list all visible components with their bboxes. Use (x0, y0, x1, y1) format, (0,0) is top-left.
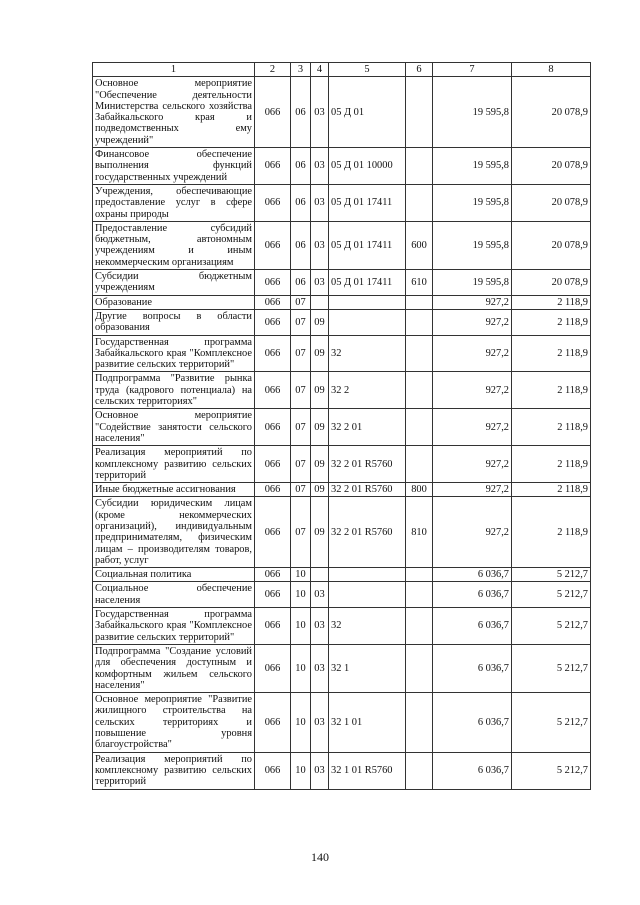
subsection-code-cell: 03 (311, 221, 329, 269)
row-name-cell: Подпрограмма "Создание условий для обеспечения доступным и комфортным жильем сельского населения" (93, 644, 255, 692)
target-article-cell: 32 1 01 (329, 693, 406, 752)
expense-type-cell: 610 (406, 270, 433, 296)
target-article-cell (329, 295, 406, 309)
table-row (93, 693, 591, 752)
amount-year1-cell: 927,2 (433, 295, 512, 309)
row-name-cell: Основное мероприятие "Обеспечение деятельности Министерства сельского хозяйства Забайкальского края и подведомственных ему учреждений" (93, 77, 255, 148)
row-name-cell: Субсидии бюджетным учреждениям (93, 270, 255, 296)
amount-year1-cell: 19 595,8 (433, 270, 512, 296)
table-row (93, 497, 591, 568)
amount-year1-cell: 6 036,7 (433, 608, 512, 645)
ministry-code-cell: 066 (255, 568, 291, 582)
expense-type-cell (406, 184, 433, 221)
row-name-cell: Другие вопросы в области образования (93, 309, 255, 335)
amount-year2-cell: 2 118,9 (512, 497, 591, 568)
expense-type-cell (406, 752, 433, 789)
expense-type-cell (406, 409, 433, 446)
table-row (93, 184, 591, 221)
table-row (93, 483, 591, 497)
subsection-code-cell: 03 (311, 693, 329, 752)
target-article-cell: 05 Д 01 (329, 77, 406, 148)
amount-year2-cell: 5 212,7 (512, 582, 591, 608)
ministry-code-cell: 066 (255, 608, 291, 645)
column-header: 7 (433, 63, 512, 77)
target-article-cell: 32 2 01 R5760 (329, 497, 406, 568)
expense-type-cell (406, 77, 433, 148)
subsection-code-cell: 03 (311, 77, 329, 148)
amount-year2-cell: 5 212,7 (512, 568, 591, 582)
budget-table (92, 62, 591, 790)
column-header: 3 (291, 63, 311, 77)
table-row (93, 644, 591, 692)
table-row (93, 582, 591, 608)
subsection-code-cell: 09 (311, 309, 329, 335)
expense-type-cell (406, 295, 433, 309)
table-row (93, 446, 591, 483)
column-header: 8 (512, 63, 591, 77)
expense-type-cell (406, 582, 433, 608)
section-code-cell: 10 (291, 582, 311, 608)
target-article-cell: 32 2 01 R5760 (329, 483, 406, 497)
section-code-cell: 07 (291, 483, 311, 497)
amount-year2-cell: 2 118,9 (512, 372, 591, 409)
amount-year2-cell: 2 118,9 (512, 483, 591, 497)
section-code-cell: 06 (291, 148, 311, 185)
subsection-code-cell: 09 (311, 497, 329, 568)
amount-year2-cell: 2 118,9 (512, 409, 591, 446)
subsection-code-cell (311, 568, 329, 582)
subsection-code-cell (311, 295, 329, 309)
target-article-cell: 32 2 01 R5760 (329, 446, 406, 483)
row-name-cell: Основное мероприятие "Содействие занятости сельского населения" (93, 409, 255, 446)
column-header: 2 (255, 63, 291, 77)
section-code-cell: 07 (291, 372, 311, 409)
section-code-cell: 06 (291, 270, 311, 296)
expense-type-cell (406, 335, 433, 372)
amount-year2-cell: 2 118,9 (512, 446, 591, 483)
section-code-cell: 10 (291, 752, 311, 789)
amount-year1-cell: 927,2 (433, 335, 512, 372)
table-row (93, 270, 591, 296)
amount-year1-cell: 927,2 (433, 497, 512, 568)
row-name-cell: Государственная программа Забайкальского края "Комплексное развитие сельских территорий" (93, 608, 255, 645)
table-row (93, 409, 591, 446)
target-article-cell: 05 Д 01 17411 (329, 221, 406, 269)
target-article-cell (329, 582, 406, 608)
row-name-cell: Государственная программа Забайкальского края "Комплексное развитие сельских территорий" (93, 335, 255, 372)
amount-year2-cell: 20 078,9 (512, 77, 591, 148)
section-code-cell: 06 (291, 184, 311, 221)
amount-year2-cell: 5 212,7 (512, 608, 591, 645)
section-code-cell: 07 (291, 309, 311, 335)
ministry-code-cell: 066 (255, 693, 291, 752)
row-name-cell: Образование (93, 295, 255, 309)
subsection-code-cell: 03 (311, 148, 329, 185)
table-row (93, 335, 591, 372)
subsection-code-cell: 03 (311, 184, 329, 221)
expense-type-cell (406, 568, 433, 582)
amount-year1-cell: 6 036,7 (433, 693, 512, 752)
table-row (93, 372, 591, 409)
amount-year1-cell: 6 036,7 (433, 752, 512, 789)
row-name-cell: Социальная политика (93, 568, 255, 582)
expense-type-cell (406, 309, 433, 335)
target-article-cell: 32 (329, 608, 406, 645)
expense-type-cell (406, 693, 433, 752)
row-name-cell: Социальное обеспечение населения (93, 582, 255, 608)
row-name-cell: Основное мероприятие "Развитие жилищного строительства на сельских территориях и повышение уровня благоустройства" (93, 693, 255, 752)
amount-year2-cell: 5 212,7 (512, 644, 591, 692)
amount-year2-cell: 20 078,9 (512, 221, 591, 269)
ministry-code-cell: 066 (255, 77, 291, 148)
amount-year1-cell: 19 595,8 (433, 148, 512, 185)
amount-year1-cell: 927,2 (433, 483, 512, 497)
table-body (93, 77, 591, 789)
column-header: 1 (93, 63, 255, 77)
ministry-code-cell: 066 (255, 221, 291, 269)
column-header: 4 (311, 63, 329, 77)
amount-year2-cell: 2 118,9 (512, 309, 591, 335)
subsection-code-cell: 03 (311, 270, 329, 296)
target-article-cell: 05 Д 01 10000 (329, 148, 406, 185)
table-row (93, 752, 591, 789)
amount-year2-cell: 2 118,9 (512, 295, 591, 309)
amount-year2-cell: 20 078,9 (512, 148, 591, 185)
row-name-cell: Реализация мероприятий по комплексному развитию сельских территорий (93, 446, 255, 483)
section-code-cell: 07 (291, 295, 311, 309)
row-name-cell: Субсидии юридическим лицам (кроме некоммерческих организаций), индивидуальным предпринимателям, физическим лицам – производителям товаров, работ, услуг (93, 497, 255, 568)
row-name-cell: Предоставление субсидий бюджетным, автономным учреждениям и иным некоммерческим организациям (93, 221, 255, 269)
row-name-cell: Финансовое обеспечение выполнения функций государственных учреждений (93, 148, 255, 185)
ministry-code-cell: 066 (255, 483, 291, 497)
column-header: 5 (329, 63, 406, 77)
subsection-code-cell: 09 (311, 372, 329, 409)
ministry-code-cell: 066 (255, 148, 291, 185)
section-code-cell: 06 (291, 77, 311, 148)
amount-year1-cell: 927,2 (433, 372, 512, 409)
amount-year2-cell: 20 078,9 (512, 270, 591, 296)
expense-type-cell: 810 (406, 497, 433, 568)
section-code-cell: 10 (291, 568, 311, 582)
ministry-code-cell: 066 (255, 409, 291, 446)
ministry-code-cell: 066 (255, 497, 291, 568)
subsection-code-cell: 09 (311, 409, 329, 446)
row-name-cell: Подпрограмма "Развитие рынка труда (кадрового потенциала) на сельских территориях" (93, 372, 255, 409)
subsection-code-cell: 03 (311, 644, 329, 692)
section-code-cell: 10 (291, 693, 311, 752)
amount-year1-cell: 6 036,7 (433, 644, 512, 692)
section-code-cell: 07 (291, 335, 311, 372)
amount-year1-cell: 927,2 (433, 446, 512, 483)
section-code-cell: 07 (291, 446, 311, 483)
target-article-cell: 32 1 (329, 644, 406, 692)
amount-year1-cell: 19 595,8 (433, 184, 512, 221)
ministry-code-cell: 066 (255, 372, 291, 409)
amount-year1-cell: 927,2 (433, 409, 512, 446)
section-code-cell: 07 (291, 409, 311, 446)
amount-year2-cell: 5 212,7 (512, 752, 591, 789)
section-code-cell: 10 (291, 608, 311, 645)
table-row (93, 568, 591, 582)
table-row (93, 221, 591, 269)
target-article-cell: 32 (329, 335, 406, 372)
target-article-cell: 32 1 01 R5760 (329, 752, 406, 789)
target-article-cell (329, 568, 406, 582)
row-name-cell: Иные бюджетные ассигнования (93, 483, 255, 497)
ministry-code-cell: 066 (255, 335, 291, 372)
target-article-cell: 32 2 (329, 372, 406, 409)
page-number: 140 (311, 850, 329, 864)
ministry-code-cell: 066 (255, 644, 291, 692)
table-row (93, 148, 591, 185)
expense-type-cell: 800 (406, 483, 433, 497)
section-code-cell: 10 (291, 644, 311, 692)
subsection-code-cell: 03 (311, 752, 329, 789)
expense-type-cell (406, 148, 433, 185)
target-article-cell: 05 Д 01 17411 (329, 270, 406, 296)
amount-year1-cell: 19 595,8 (433, 221, 512, 269)
amount-year2-cell: 2 118,9 (512, 335, 591, 372)
amount-year1-cell: 6 036,7 (433, 582, 512, 608)
amount-year1-cell: 6 036,7 (433, 568, 512, 582)
section-code-cell: 06 (291, 221, 311, 269)
ministry-code-cell: 066 (255, 295, 291, 309)
amount-year1-cell: 19 595,8 (433, 77, 512, 148)
expense-type-cell: 600 (406, 221, 433, 269)
target-article-cell: 32 2 01 (329, 409, 406, 446)
ministry-code-cell: 066 (255, 309, 291, 335)
ministry-code-cell: 066 (255, 184, 291, 221)
expense-type-cell (406, 644, 433, 692)
column-header: 6 (406, 63, 433, 77)
ministry-code-cell: 066 (255, 446, 291, 483)
table-row (93, 608, 591, 645)
ministry-code-cell: 066 (255, 582, 291, 608)
target-article-cell (329, 309, 406, 335)
amount-year1-cell: 927,2 (433, 309, 512, 335)
row-name-cell: Учреждения, обеспечивающие предоставление услуг в сфере охраны природы (93, 184, 255, 221)
amount-year2-cell: 5 212,7 (512, 693, 591, 752)
section-code-cell: 07 (291, 497, 311, 568)
ministry-code-cell: 066 (255, 270, 291, 296)
expense-type-cell (406, 372, 433, 409)
subsection-code-cell: 09 (311, 446, 329, 483)
table-header-row (93, 63, 591, 77)
subsection-code-cell: 03 (311, 582, 329, 608)
table-row (93, 77, 591, 148)
expense-type-cell (406, 446, 433, 483)
subsection-code-cell: 09 (311, 483, 329, 497)
table-row (93, 309, 591, 335)
subsection-code-cell: 09 (311, 335, 329, 372)
subsection-code-cell: 03 (311, 608, 329, 645)
target-article-cell: 05 Д 01 17411 (329, 184, 406, 221)
expense-type-cell (406, 608, 433, 645)
row-name-cell: Реализация мероприятий по комплексному развитию сельских территорий (93, 752, 255, 789)
amount-year2-cell: 20 078,9 (512, 184, 591, 221)
table-row (93, 295, 591, 309)
ministry-code-cell: 066 (255, 752, 291, 789)
